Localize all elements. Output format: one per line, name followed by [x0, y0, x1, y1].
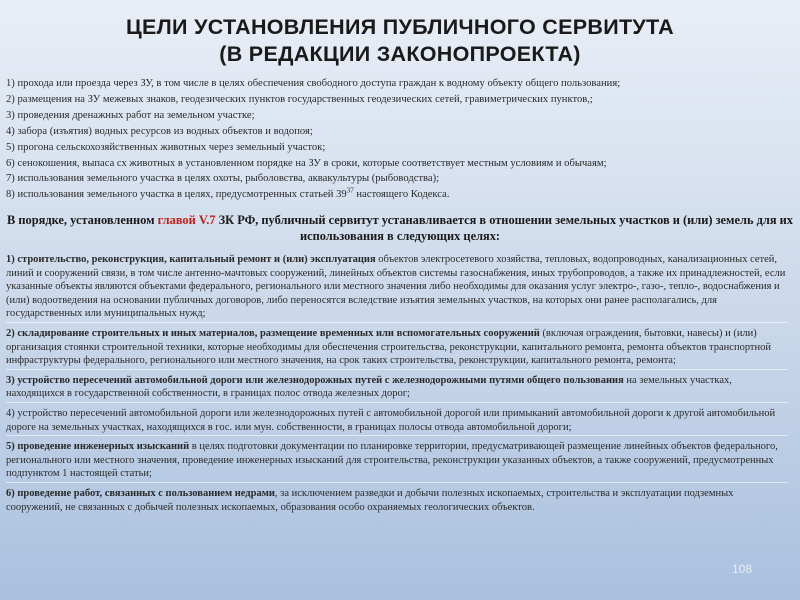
list-item: 5) прогона сельскохозяйственных животных через земельный участок; — [6, 141, 326, 153]
chapter-purposes-list — [6, 253, 788, 519]
heading-part-2: ЗК РФ, публичный сервитут устанавливается в отношении земельных участков и (или) земель для их использования в следующих целях: — [215, 213, 793, 243]
servitude-purposes-list — [6, 76, 794, 203]
list-item: 6) сенокошения, выпаса сх животных в установленном порядке на ЗУ в сроки, которые соответствует местным условиям и обычаям; — [6, 157, 607, 169]
list-item — [6, 487, 788, 515]
list-item-text-end: настоящего Кодекса. — [353, 189, 450, 201]
list-item-bold: 3) устройство пересечений автомобильной дороги или железнодорожных путей с железнодорожными путями общего пользования — [6, 374, 624, 386]
section-heading — [6, 213, 794, 244]
list-item-text: 4) устройство пересечений автомобильной дороги или железнодорожных путей с автомобильной дорогой или примыканий автомобильной дороги к другой автомобильной дороге на земельных участках, находящихся в гос. или мун. собственности, в границах полосы отвода автомобильной дороги; — [6, 407, 776, 433]
list-item — [6, 327, 788, 370]
list-item-text: , за исключением разведки и добычи полезных ископаемых, строительства и эксплуатации подземных сооружений, не связанных с добычей полезных ископаемых, образования особо охраняемых геологических объектов. — [6, 487, 734, 513]
list-item: 4) забора (изъятия) водных ресурсов из водных объектов и водопоя; — [6, 125, 313, 137]
list-item-text: 8) использования земельного участка в целях, предусмотренных статьей 39 — [6, 189, 347, 201]
list-item-text: (включая ограждения, бытовки, навесы) и (или) организация стоянки строительной техники, которые необходимы для обеспечения строительства, реконструкции, капитального ремонта, ремонта объектов транспортной инфраструктуры федерального, регионального или местного значения, на срок таких строительства, реконструкции, капитального ремонта, ремонта; — [6, 327, 772, 367]
list-item-bold: 1) строительство, реконструкция, капитальный ремонт и (или) эксплуатация — [6, 254, 376, 265]
list-item: 1) прохода или проезда через ЗУ, в том числе в целях обеспечения свободного доступа граждан к водному объекту общего пользования; — [6, 78, 621, 89]
list-item — [6, 253, 788, 323]
list-item-text: объектов электросетевого хозяйства, тепловых, водопроводных, канализационных сетей, линий и сооружений связи, в том числе антенно-мачтовых сооружений, линейных объектов системы газоснабжения, иных трубопроводов, а также их принадлежностей, если указанные объекты являются объектами федерального, регионального или местного значения либо необходимы для оказания услуг электро-, газо-, тепло-, водоснабжения и (или) водоотведения на основании публичных договоров, либо переносятся вследствие изъятия земельных участков, на которых они ранее располагались, для государственных или муниципальных нужд; — [6, 254, 786, 320]
title-line-1: ЦЕЛИ УСТАНОВЛЕНИЯ ПУБЛИЧНОГО СЕРВИТУТА — [126, 15, 674, 39]
page-number: 108 — [731, 562, 752, 576]
list-item-text: на земельных участках, находящихся в государственной собственности, в границах полос отвода железных дорог; — [6, 374, 732, 400]
list-item-bold: 5) проведение инженерных изысканий — [6, 441, 190, 453]
heading-part-1: В порядке, установленном — [7, 213, 158, 227]
title-line-2: (В РЕДАКЦИИ ЗАКОНОПРОЕКТА) — [219, 42, 581, 66]
article-superscript: 37 — [346, 186, 354, 195]
list-item: 3) проведения дренажных работ на земельном участке; — [6, 109, 255, 121]
list-item: 7) использования земельного участка в целях охоты, рыболовства, аквакультуры (рыбоводства); — [6, 173, 440, 185]
page-title — [0, 14, 800, 68]
list-item-bold: 6) проведение работ, связанных с пользованием недрами — [6, 487, 275, 499]
list-item — [6, 374, 788, 403]
heading-chapter-highlight: главой V.7 — [157, 213, 216, 227]
list-item — [6, 187, 794, 203]
list-item — [6, 440, 788, 483]
list-item: 2) размещения на ЗУ межевых знаков, геодезических пунктов государственных геодезических сетей, гравиметрических пунктов,; — [6, 93, 593, 105]
list-item-bold: 2) складирование строительных и иных материалов, размещение временных или вспомогательных сооружений — [6, 327, 540, 339]
list-item-text: в целях подготовки документации по планировке территории, предусматривающей размещение линейных объектов федерального, регионального или местного значения, проведение инженерных изысканий для строительства, реконструкции указанных объектов, а также сооружений, предусмотренных подпунктом 1 настоящей статьи; — [6, 441, 778, 480]
list-item — [6, 407, 788, 436]
